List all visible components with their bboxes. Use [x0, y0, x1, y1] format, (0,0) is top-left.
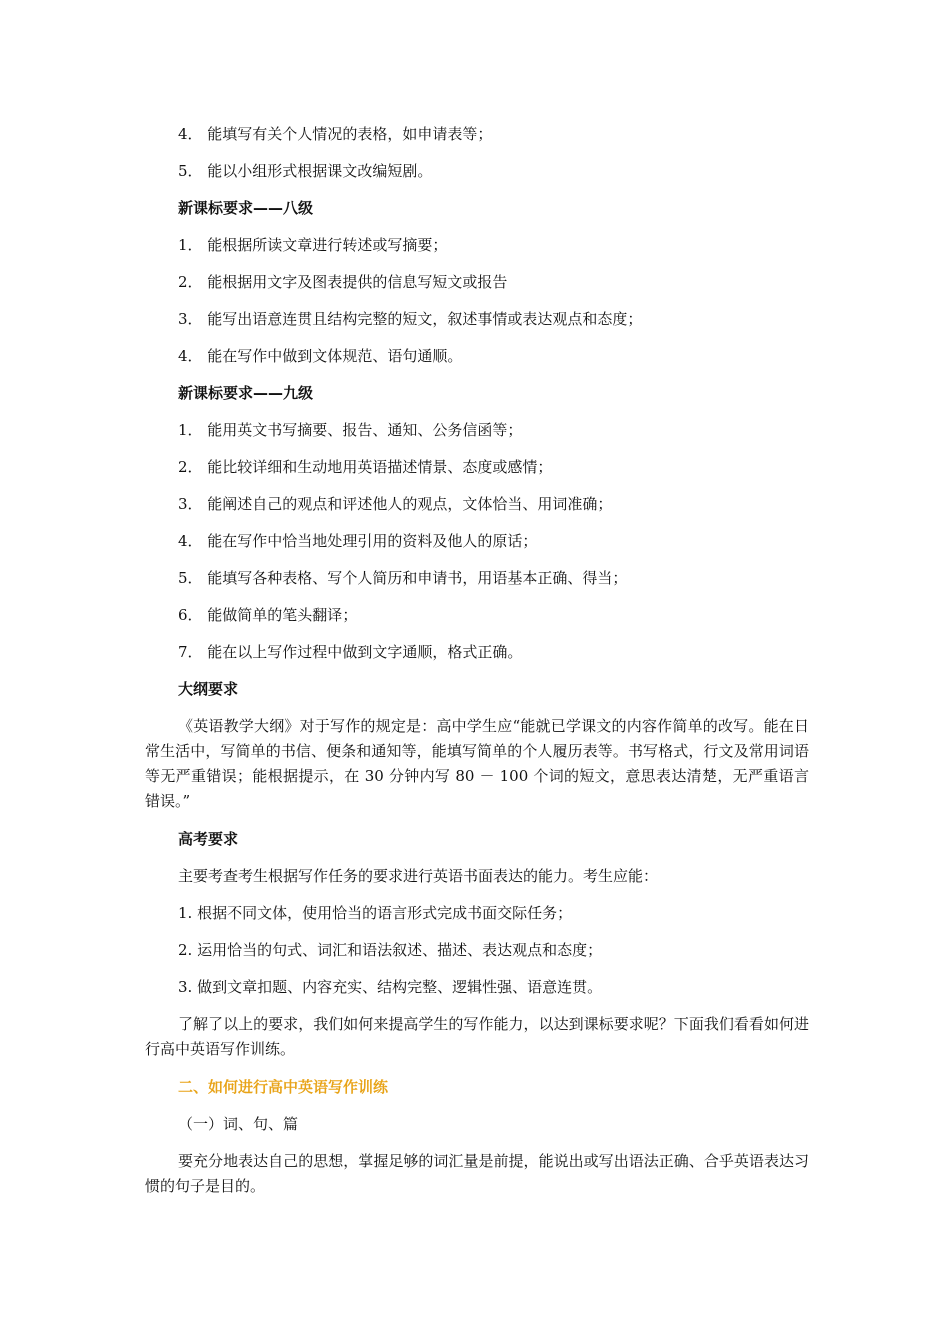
level9-heading: 新课标要求——九级: [178, 384, 314, 402]
list-item: 2. 运用恰当的句式、词汇和语法叙述、描述、表达观点和态度；: [178, 941, 603, 959]
gaokao-intro: 主要考查考生根据写作任务的要求进行英语书面表达的能力。考生应能：: [178, 867, 659, 885]
section-heading: 二、如何进行高中英语写作训练: [178, 1078, 389, 1096]
list-item: 1． 能根据所读文章进行转述或写摘要；: [178, 236, 448, 254]
list-item: 4． 能在写作中做到文体规范、语句通顺。: [178, 347, 463, 365]
list-item: 6． 能做简单的笔头翻译；: [178, 606, 358, 624]
document-page: [145, 122, 809, 1212]
section-paragraph: 要充分地表达自己的思想，掌握足够的词汇量是前提，能说出或写出语法正确、合乎英语表达习惯的句子是目的。: [145, 1152, 809, 1195]
list-item: 2． 能根据用文字及图表提供的信息写短文或报告: [178, 273, 508, 291]
list-item: 3． 能阐述自己的观点和评述他人的观点，文体恰当、用词准确；: [178, 495, 613, 513]
list-item: 3. 做到文章扣题、内容充实、结构完整、逻辑性强、语意连贯。: [178, 978, 603, 996]
syllabus-paragraph: 《英语教学大纲》对于写作的规定是：高中学生应“能就已学课文的内容作简单的改写。能在日常生活中，写简单的书信、便条和通知等，能填写简单的个人履历表等。书写格式，行文及常用词语等无严重错误；能根据提示，在 30 分钟内写 80 － 100 个词的短文，意思表达清楚，无严重语言错误。”: [145, 717, 809, 810]
gaokao-heading: 高考要求: [178, 830, 239, 848]
subsection-heading: （一）词、句、篇: [178, 1115, 299, 1133]
list-item: 1. 根据不同文体，使用恰当的语言形式完成书面交际任务；: [178, 904, 573, 922]
syllabus-heading: 大纲要求: [178, 680, 239, 698]
list-item: 5． 能填写各种表格、写个人简历和申请书，用语基本正确、得当；: [178, 569, 628, 587]
list-item: 5． 能以小组形式根据课文改编短剧。: [178, 162, 433, 180]
list-item: 4． 能填写有关个人情况的表格，如申请表等；: [178, 125, 493, 143]
transition-paragraph: 了解了以上的要求，我们如何来提高学生的写作能力，以达到课标要求呢？下面我们看看如何进行高中英语写作训练。: [145, 1015, 809, 1058]
list-item: 1． 能用英文书写摘要、报告、通知、公务信函等；: [178, 421, 523, 439]
list-item: 4． 能在写作中恰当地处理引用的资料及他人的原话；: [178, 532, 538, 550]
list-item: 3． 能写出语意连贯且结构完整的短文，叙述事情或表达观点和态度；: [178, 310, 643, 328]
level8-heading: 新课标要求——八级: [178, 199, 314, 217]
list-item: 7． 能在以上写作过程中做到文字通顺，格式正确。: [178, 643, 523, 661]
list-item: 2． 能比较详细和生动地用英语描述情景、态度或感情；: [178, 458, 553, 476]
